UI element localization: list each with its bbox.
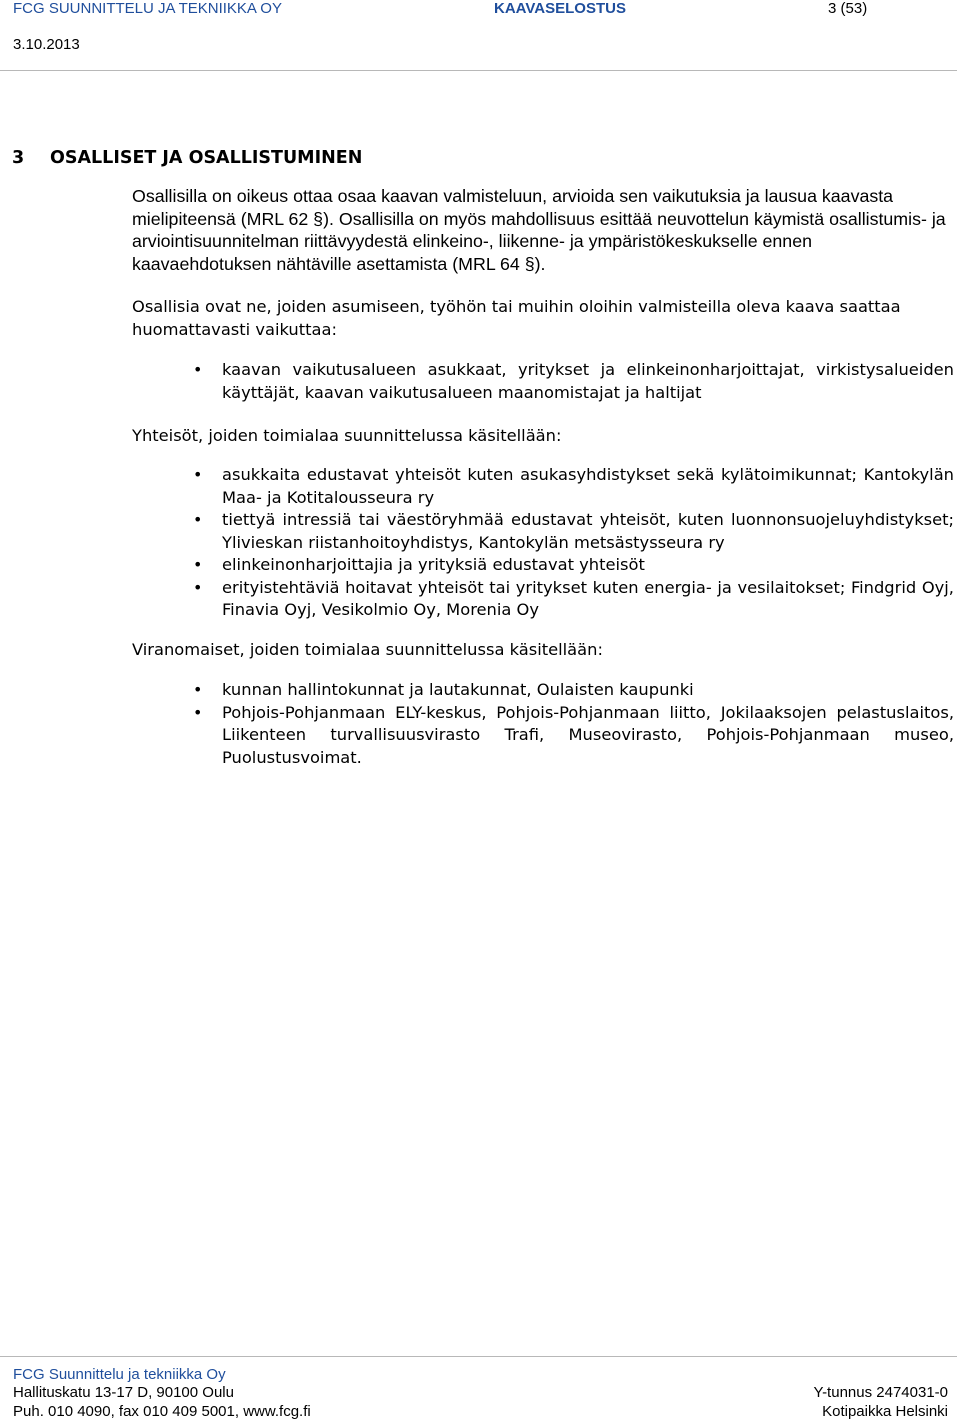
section-heading	[12, 147, 362, 169]
viranomaiset-list	[193, 679, 954, 769]
list-item: • Pohjois-Pohjanmaan ELY-keskus, Pohjois-Pohjanmaan liitto, Jokilaaksojen pelastuslaitos, Liikenteen turvallisuusvirasto Trafi, Museovirasto, Pohjois-Pohjanmaan museo, Puolustusvoimat.	[193, 702, 954, 767]
list-item: • asukkaita edustavat yhteisöt kuten asukasyhdistykset sekä kylätoimikunnat; Kantokylän Maa- ja Kotitalousseura ry	[193, 465, 954, 507]
footer-company: FCG Suunnittelu ja tekniikka Oy	[13, 1366, 226, 1383]
bullet-icon: •	[193, 555, 203, 574]
bullet-icon: •	[193, 577, 203, 597]
bullet-icon: •	[193, 360, 203, 379]
osallisia-list	[193, 359, 954, 404]
yhteisot-list	[193, 464, 954, 622]
section-title: OSALLISET JA OSALLISTUMINEN	[50, 148, 363, 168]
section-number: 3	[12, 148, 25, 168]
bullet-icon: •	[193, 680, 203, 699]
bullet-icon: •	[193, 702, 203, 722]
list-item: • elinkeinonharjoittajia ja yrityksiä edustavat yhteisöt	[222, 554, 954, 577]
bullet-icon: •	[193, 465, 203, 484]
footer-business-id: Y-tunnus 2474031-0	[813, 1384, 948, 1401]
header-date: 3.10.2013	[13, 36, 80, 53]
list-item: • erityistehtäviä hoitavat yhteisöt tai yritykset kuten energia- ja vesilaitokset; Findgrid Oyj, Finavia Oyj, Vesikolmio Oy, Morenia Oy	[193, 577, 954, 619]
intro-paragraph: Osallisilla on oikeus ottaa osaa kaavan valmisteluun, arvioida sen vaikutuksia ja lausua kaavasta mielipiteensä (MRL 62 §). Osallisilla on myös mahdollisuus esittää neuvottelun käymistä osallistumis- ja arviointisuunnitelman riittävyydestä elinkeino-, liikenne- ja ympäristökeskukselle ennen kaavaehdotuksen nähtäville asettamista (MRL 64 §).	[132, 186, 946, 274]
header-doc-type: KAAVASELOSTUS	[494, 0, 626, 17]
list-item: • tiettyä intressiä tai väestöryhmää edustavat yhteisöt, kuten luonnonsuojeluyhdistykset; Ylivieskan riistanhoitoyhdistys, Kantokylän metsästysseura ry	[193, 510, 954, 552]
osallisia-paragraph: Osallisia ovat ne, joiden asumiseen, työhön tai muihin oloihin valmisteilla oleva kaava saattaa huomattavasti vaikuttaa:	[132, 297, 901, 339]
header-page-number: 3 (53)	[828, 0, 868, 17]
footer-address: Hallituskatu 13-17 D, 90100 Oulu	[13, 1384, 234, 1401]
header-divider	[0, 70, 957, 71]
header-company: FCG SUUNNITTELU JA TEKNIIKKA OY	[13, 0, 282, 17]
yhteisot-paragraph: Yhteisöt, joiden toimialaa suunnittelussa käsitellään:	[132, 426, 562, 445]
list-item: • kaavan vaikutusalueen asukkaat, yritykset ja elinkeinonharjoittajat, virkistysalueiden käyttäjät, kaavan vaikutusalueen maanomistajat ja haltijat	[193, 360, 954, 402]
bullet-icon: •	[193, 510, 203, 529]
footer-domicile: Kotipaikka Helsinki	[822, 1403, 948, 1420]
list-item: • kunnan hallintokunnat ja lautakunnat, Oulaisten kaupunki	[222, 679, 954, 702]
footer-contact: Puh. 010 4090, fax 010 409 5001, www.fcg.fi	[13, 1403, 311, 1420]
footer-divider	[0, 1356, 957, 1357]
viranomaiset-paragraph: Viranomaiset, joiden toimialaa suunnittelussa käsitellään:	[132, 640, 603, 659]
